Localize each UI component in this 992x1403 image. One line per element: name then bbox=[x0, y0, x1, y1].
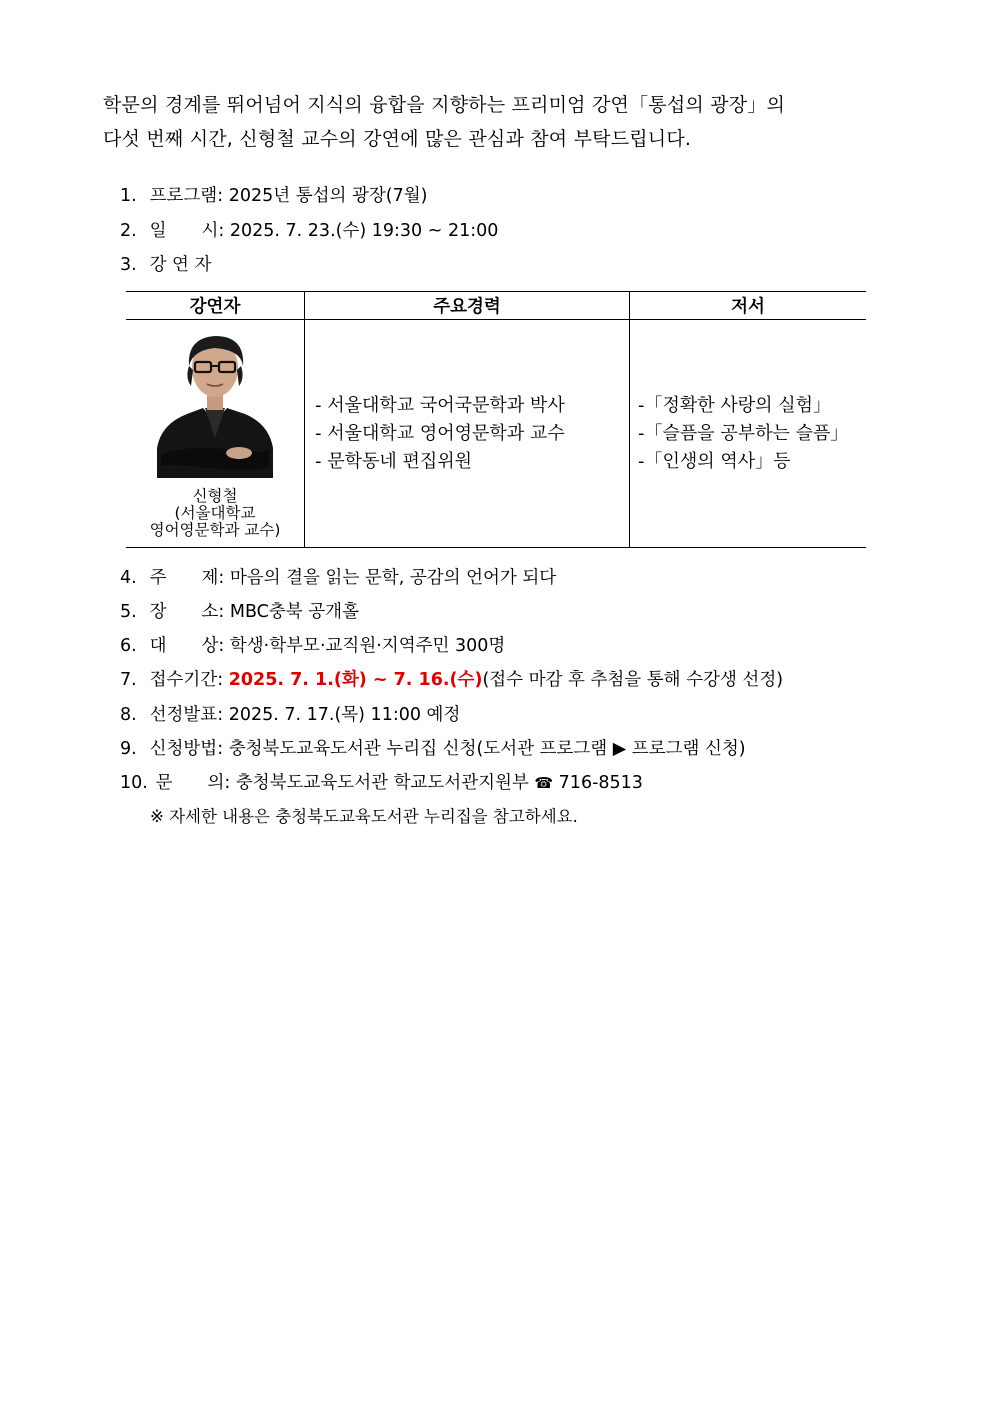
header-speaker: 강연자 bbox=[126, 292, 305, 320]
item-label: 문 의: bbox=[155, 773, 231, 793]
item-number: 6. bbox=[120, 636, 137, 656]
list-item: -「인생의 역사」등 bbox=[638, 450, 791, 472]
speaker-name: 신형철 bbox=[192, 487, 238, 505]
item-target bbox=[120, 632, 505, 657]
item-number: 1. bbox=[120, 186, 137, 206]
item-label: 대 상: bbox=[149, 636, 225, 656]
list-item: -「정확한 사랑의 실험」 bbox=[638, 394, 832, 416]
speaker-affiliation-1: (서울대학교 bbox=[174, 504, 256, 522]
item-place bbox=[120, 598, 359, 623]
item-label: 접수기간: bbox=[149, 670, 224, 690]
table-header-row bbox=[126, 292, 866, 320]
item-period bbox=[120, 666, 783, 691]
item-value: 마음의 결을 읽는 문학, 공감의 언어가 되다 bbox=[229, 568, 557, 588]
speaker-affiliation-2: 영어영문학과 교수) bbox=[149, 521, 281, 539]
period-highlight: 2025. 7. 1.(화) ~ 7. 16.(수) bbox=[228, 670, 483, 690]
item-value: 2025. 7. 23.(수) 19:30 ~ 21:00 bbox=[229, 221, 499, 241]
item-announce bbox=[120, 701, 460, 726]
header-career: 주요경력 bbox=[305, 292, 630, 320]
item-value: 2025. 7. 17.(목) 11:00 예정 bbox=[228, 705, 461, 725]
list-item: - 서울대학교 국어국문학과 박사 bbox=[315, 394, 565, 416]
lecturer-table bbox=[126, 291, 866, 548]
item-label: 프로그램: bbox=[149, 186, 224, 206]
list-item: - 서울대학교 영어영문학과 교수 bbox=[315, 422, 565, 444]
item-value: (접수 마감 후 추첨을 통해 수강생 선정) bbox=[482, 670, 784, 690]
header-books: 저서 bbox=[630, 292, 867, 320]
phone-number: 716-8513 bbox=[558, 773, 643, 793]
item-number: 7. bbox=[120, 670, 137, 690]
item-label: 강 연 자 bbox=[149, 255, 212, 275]
item-value: 충청북도교육도서관 누리집 신청(도서관 프로그램 ▶ 프로그램 신청) bbox=[228, 739, 746, 759]
speaker-cell bbox=[126, 320, 305, 548]
intro-line-1: 학문의 경계를 뛰어넘어 지식의 융합을 지향하는 프리미엄 강연「통섭의 광장」의 bbox=[103, 94, 786, 116]
career-list bbox=[315, 392, 629, 476]
speaker-caption bbox=[126, 488, 304, 539]
item-number: 2. bbox=[120, 221, 137, 241]
table-row bbox=[126, 320, 866, 548]
intro-line-2: 다섯 번째 시간, 신형철 교수의 강연에 많은 관심과 참여 부탁드립니다. bbox=[103, 128, 692, 150]
item-program bbox=[120, 182, 427, 207]
item-label: 장 소: bbox=[149, 602, 225, 622]
item-label: 선정발표: bbox=[149, 705, 224, 725]
footnote: ※ 자세한 내용은 충청북도교육도서관 누리집을 참고하세요. bbox=[150, 807, 578, 826]
item-number: 8. bbox=[120, 705, 137, 725]
item-value: 2025년 통섭의 광장(7월) bbox=[228, 186, 428, 206]
books-cell bbox=[630, 320, 867, 548]
item-number: 9. bbox=[120, 739, 137, 759]
item-value: 충청북도교육도서관 학교도서관지원부 bbox=[235, 773, 529, 793]
item-datetime bbox=[120, 217, 498, 242]
item-topic bbox=[120, 564, 556, 589]
item-speaker bbox=[120, 251, 211, 276]
item-method bbox=[120, 735, 746, 760]
intro-text bbox=[103, 88, 893, 156]
item-label: 신청방법: bbox=[149, 739, 224, 759]
item-value: 학생·학부모·교직원·지역주민 300명 bbox=[229, 636, 506, 656]
item-label: 주 제: bbox=[149, 568, 225, 588]
item-label: 일 시: bbox=[149, 221, 225, 241]
speaker-photo bbox=[153, 326, 277, 478]
list-item: - 문학동네 편집위원 bbox=[315, 450, 473, 472]
item-number: 5. bbox=[120, 602, 137, 622]
item-value: MBC충북 공개홀 bbox=[229, 602, 359, 622]
phone-icon: ☎ bbox=[534, 774, 554, 792]
item-number: 10. bbox=[120, 773, 148, 793]
books-list bbox=[638, 392, 866, 476]
item-number: 4. bbox=[120, 568, 137, 588]
item-contact bbox=[120, 769, 643, 794]
career-cell bbox=[305, 320, 630, 548]
item-number: 3. bbox=[120, 255, 137, 275]
list-item: -「슬픔을 공부하는 슬픔」 bbox=[638, 422, 849, 444]
